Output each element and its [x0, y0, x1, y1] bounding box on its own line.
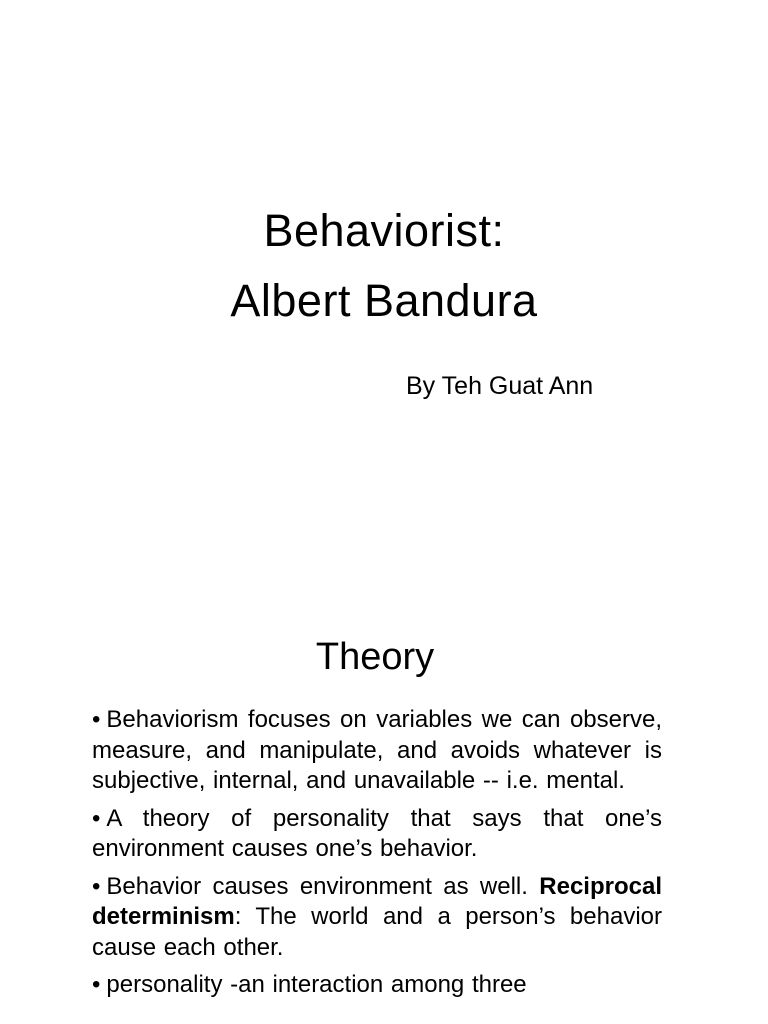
bullet-dot: •	[92, 971, 101, 998]
bold-term: Reciprocal determinism	[92, 872, 662, 930]
bullet-dot: •	[92, 706, 101, 733]
theory-heading: Theory	[315, 636, 435, 678]
bullet-text: Behaviorism focuses on variables we can observe, measure, and manipulate, and avoids whatever is subjective, internal, and unavailable -- i.e. mental.	[92, 706, 662, 794]
theory-bullet-list	[92, 705, 662, 1008]
bullet-dot: •	[92, 804, 101, 832]
bullet-item	[92, 872, 662, 964]
bullet-text: personality -an interaction among three	[106, 971, 527, 998]
slide-title-line-2: Albert Bandura	[230, 275, 538, 326]
bullet-text: A theory of personality that says that one’s environment causes one’s behavior.	[92, 804, 662, 862]
bullet-item	[92, 705, 662, 797]
bullet-item	[92, 970, 662, 1001]
bullet-dot: •	[92, 872, 101, 900]
bullet-item	[92, 804, 662, 865]
bullet-text: : The world and a person’s behavior cause each other.	[92, 903, 662, 961]
author-byline: By Teh Guat Ann	[406, 372, 594, 400]
bullet-text: Behavior causes environment as well.	[106, 872, 528, 900]
theory-slide	[0, 560, 768, 1024]
slide-title-line-1: Behaviorist:	[263, 205, 505, 256]
